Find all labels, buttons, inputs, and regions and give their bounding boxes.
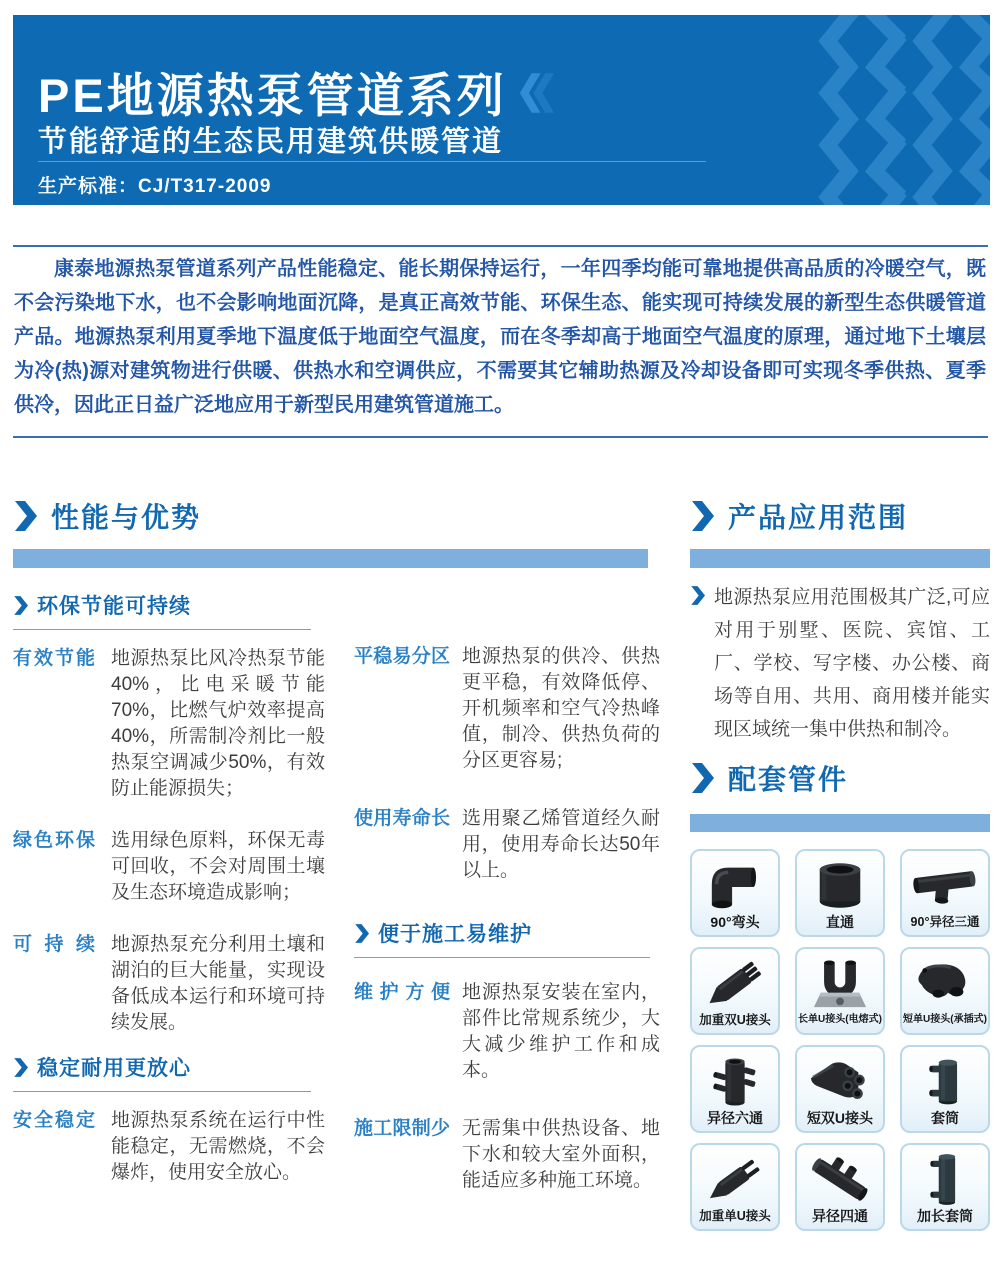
fitting-label: 套筒: [931, 1110, 959, 1126]
fitting-label: 短双U接头: [806, 1110, 874, 1126]
weighted-double-u-icon: [698, 956, 772, 1012]
fitting-card: [690, 849, 780, 937]
feature-item: [13, 932, 325, 1036]
feature-text: 无需集中供热设备、地下水和较大室外面积，能适应多种施工环境。: [462, 1118, 660, 1191]
weighted-single-u-icon: [698, 1152, 772, 1208]
feature-text: 选用聚乙烯管道经久耐用，使用寿命长达50年以上。: [462, 808, 660, 881]
section-bar: [13, 549, 648, 568]
section-title: 产品应用范围: [728, 502, 909, 533]
short-single-u-icon: [908, 956, 982, 1012]
feature-text: 选用绿色原料，环保无毒可回收，不会对周围土壤及生态环境造成影响；: [111, 830, 325, 903]
fitting-card: [690, 1143, 780, 1231]
fitting-card: [690, 947, 780, 1035]
fitting-card: [690, 1045, 780, 1133]
fitting-label: 90°弯头: [710, 914, 760, 930]
chevron-right-icon: [690, 586, 705, 605]
feature-label: 施工限制少: [354, 1118, 450, 1139]
application-bullet: [690, 581, 990, 746]
fitting-label: 加重双U接头: [699, 1013, 771, 1027]
intro-rule-bottom: [13, 436, 988, 438]
feature-label: 使用寿命长: [354, 808, 450, 829]
header-divider: [38, 161, 706, 162]
feature-item: [13, 828, 325, 906]
feature-text: 地源热泵的供冷、供热更平稳，有效降低停、开机频率和空气冷热峰值，制冷、供热负荷的分区更容易;: [462, 646, 660, 771]
feature-text: 地源热泵安装在室内，部件比常规系统少，大大减少维护工作和成本。: [462, 982, 660, 1081]
page-title-row: [38, 59, 555, 126]
section-title: 配套管件: [728, 764, 849, 795]
page-title: PE地源热泵管道系列: [38, 69, 507, 122]
fittings-grid: [690, 849, 990, 1231]
section-bar: [690, 549, 990, 568]
fitting-card: [795, 849, 885, 937]
fitting-label: 加长套筒: [917, 1208, 973, 1224]
feature-label: 平稳易分区: [354, 646, 450, 667]
chevron-right-icon: [354, 924, 369, 943]
fitting-card: [900, 1143, 990, 1231]
chevron-right-icon: [690, 763, 714, 793]
chevron-right-icon: [13, 596, 28, 615]
intro-rule-top: [13, 245, 988, 247]
feature-item: [354, 644, 660, 774]
page-subtitle: 节能舒适的生态民用建筑供暖管道: [38, 126, 504, 158]
header-chevron-pattern: [818, 15, 990, 205]
chevron-right-icon: [13, 501, 37, 531]
fitting-label: 异径四通: [812, 1208, 868, 1224]
feature-item: [354, 1116, 660, 1194]
subsection-title: 稳定耐用更放心: [37, 1057, 191, 1080]
feature-item: [354, 806, 660, 884]
feature-item: [354, 980, 660, 1084]
feature-item: [13, 1108, 325, 1186]
reducing-four-way-icon: [803, 1152, 877, 1208]
sleeve-icon: [908, 1054, 982, 1110]
fitting-label: 短单U接头(承插式): [903, 1014, 987, 1025]
section-bar: [690, 814, 990, 832]
subsection-header-eco: [13, 590, 311, 630]
feature-text: 地源热泵系统在运行中性能稳定，无需燃烧，不会爆炸，使用安全放心。: [111, 1110, 325, 1183]
feature-column-left: [13, 590, 325, 1194]
section-title: 性能与优势: [51, 502, 202, 533]
fitting-card: [795, 1143, 885, 1231]
chevron-right-icon: [13, 1058, 28, 1077]
feature-label: 绿色环保: [13, 830, 95, 851]
fitting-label: 加重单U接头: [699, 1209, 771, 1223]
subsection-title: 环保节能可持续: [37, 595, 191, 618]
feature-label: 有效节能: [13, 648, 95, 669]
application-text: 地源热泵应用范围极其广泛,可应对用于别墅、医院、宾馆、工厂、学校、写字楼、办公楼、商场等自用、共用、商用楼并能实现区域统一集中供热和制冷。: [714, 587, 990, 740]
subsection-header-stable: [13, 1052, 311, 1092]
fitting-card: [900, 947, 990, 1035]
feature-column-middle: [354, 590, 660, 1194]
straight-coupling-icon: [803, 858, 877, 914]
fitting-card: [900, 1045, 990, 1133]
fitting-label: 90°异径三通: [910, 915, 980, 929]
production-standard: 生产标准：CJ/T317-2009: [38, 176, 272, 197]
feature-label: 维护方便: [354, 982, 450, 1003]
intro-paragraph: 康泰地源热泵管道系列产品性能稳定、能长期保持运行，一年四季均能可靠地提供高品质的冷暖空气，既不会污染地下水，也不会影响地面沉降，是真正高效节能、环保生态、能实现可持续发展的新型生态供暖管道产品。地源热泵利用夏季地下温度低于地面空气温度，而在冬季却高于地面空气温度的原理，通过地下土壤层为冷(热)源对建筑物进行供暖、供热水和空调供应，不需要其它辅助热源及冷却设备即可实现冬季供热、夏季供冷，因此正日益广泛地应用于新型民用建筑管道施工。: [14, 258, 986, 416]
fitting-label: 异径六通: [707, 1110, 763, 1126]
elbow-90-icon: [698, 858, 772, 914]
fitting-card: [795, 947, 885, 1035]
short-double-u-icon: [803, 1054, 877, 1110]
feature-text: 地源热泵充分利用土壤和湖泊的巨大能量，实现设备低成本运行和环境可持续发展。: [111, 934, 325, 1033]
feature-text: 地源热泵比风冷热泵节能40%，比电采暖节能70%，比燃气炉效率提高40%，所需制冷剂比一般热泵空调减少50%，有效防止能源损失；: [111, 648, 325, 799]
extended-sleeve-icon: [908, 1152, 982, 1208]
section-performance-header: [13, 496, 201, 536]
section-application-header: [690, 496, 908, 536]
fitting-card: [900, 849, 990, 937]
header-banner: [13, 15, 990, 205]
section-fittings-header: [690, 758, 848, 798]
feature-columns: [13, 590, 668, 1194]
feature-label: 安全稳定: [13, 1110, 95, 1131]
fitting-card: [795, 1045, 885, 1133]
title-decoration-icon: [519, 72, 555, 114]
feature-label: 可持续: [13, 934, 95, 955]
subsection-title: 便于施工易维护: [378, 923, 532, 946]
feature-item: [13, 646, 325, 802]
subsection-header-install: [354, 918, 650, 958]
reducing-six-way-icon: [698, 1054, 772, 1110]
fitting-label: 直通: [826, 914, 854, 930]
long-single-u-icon: [803, 956, 877, 1012]
chevron-right-icon: [690, 501, 714, 531]
fitting-label: 长单U接头(电熔式): [798, 1014, 882, 1025]
reducing-tee-icon: [908, 858, 982, 914]
